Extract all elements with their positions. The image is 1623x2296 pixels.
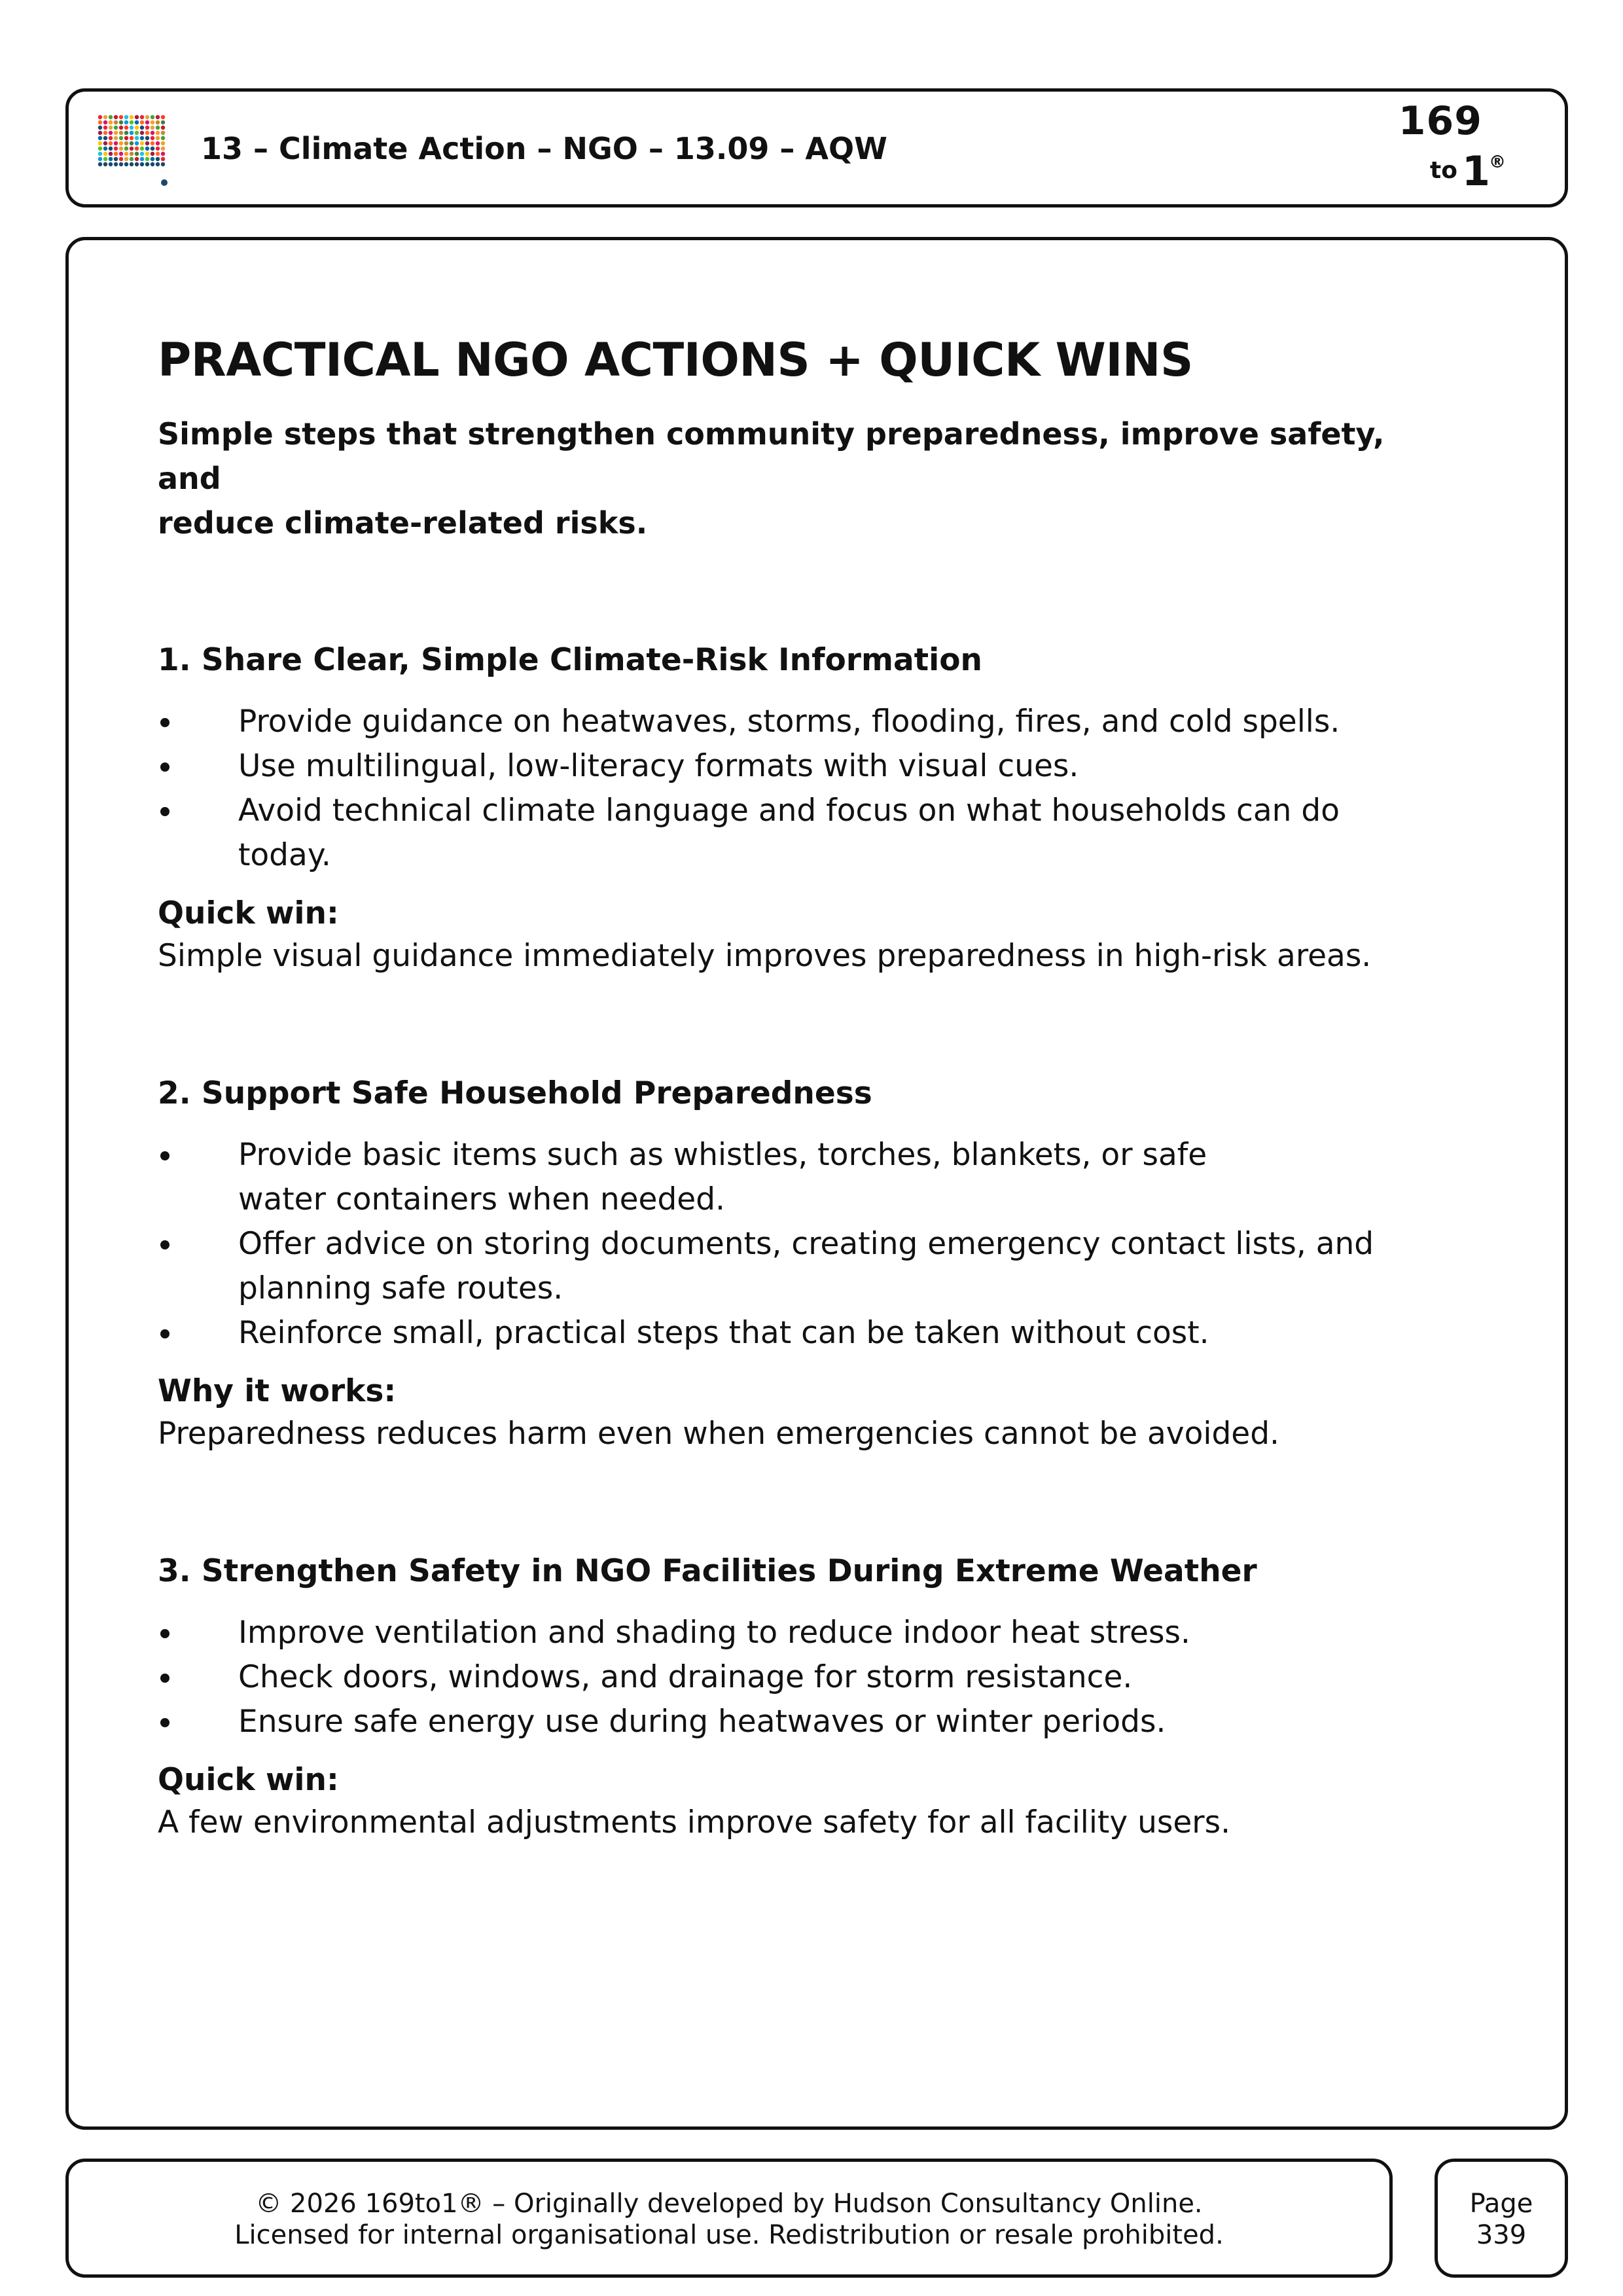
bullet-list: [158, 700, 1454, 878]
bullet-text: Check doors, windows, and drainage for storm resistance.: [238, 1659, 1133, 1695]
bullet-text: Reinforce small, practical steps that can be taken without cost.: [238, 1314, 1209, 1351]
bullet-text: Provide basic items such as whistles, torches, blankets, or safe water containers when needed.: [238, 1136, 1207, 1217]
page-subtitle: [158, 412, 1454, 545]
list-item: [158, 700, 1454, 744]
bullet-icon: [160, 762, 169, 772]
copyright-line: © 2026 169to1® – Originally developed by Hudson Consultancy Online.: [255, 2189, 1203, 2219]
quick-win-text: A few environmental adjustments improve safety for all facility users.: [158, 1804, 1231, 1840]
bullet-text: Avoid technical climate language and focus on what households can do today.: [238, 792, 1340, 873]
bullet-icon: [160, 1674, 169, 1683]
bullet-icon: [160, 807, 169, 816]
bullet-icon: [160, 718, 169, 727]
bullet-icon: [160, 1629, 169, 1638]
brand-number: 169: [1398, 98, 1482, 144]
brand-to: to: [1430, 157, 1457, 184]
bullet-text: Offer advice on storing documents, creating emergency contact lists, and planning safe routes.: [238, 1225, 1374, 1306]
subtitle-line-2: reduce climate-related risks.: [158, 505, 648, 541]
bullet-list: [158, 1133, 1454, 1355]
list-item: [158, 1311, 1454, 1355]
page-number-box: [1435, 2159, 1568, 2278]
content-panel: [65, 237, 1568, 2130]
color-dot-grid-logo-icon: [96, 113, 169, 187]
why-it-works-text: Preparedness reduces harm even when emergencies cannot be avoided.: [158, 1415, 1279, 1452]
list-item: [158, 1222, 1454, 1311]
list-item: [158, 1700, 1454, 1744]
bullet-icon: [160, 1240, 169, 1249]
bullet-icon: [160, 1329, 169, 1338]
quick-win-label: Quick win:: [158, 1761, 339, 1798]
why-it-works-label: Why it works:: [158, 1372, 397, 1409]
content-body: [158, 332, 1454, 1845]
bullet-icon: [160, 1151, 169, 1160]
bullet-list: [158, 1611, 1454, 1744]
brand-one: 1: [1461, 147, 1490, 195]
license-line: Licensed for internal organisational use. Redistribution or resale prohibited.: [234, 2220, 1224, 2250]
brand-registered-mark: ®: [1489, 152, 1506, 172]
list-item: [158, 744, 1454, 789]
section-heading: 3. Strengthen Safety in NGO Facilities During Extreme Weather: [158, 1552, 1257, 1589]
section-1: [158, 638, 1454, 978]
list-item: [158, 1133, 1454, 1222]
footer-copyright-box: [65, 2159, 1393, 2278]
document-reference-title: 13 – Climate Action – NGO – 13.09 – AQW: [201, 131, 887, 166]
section-heading: 1. Share Clear, Simple Climate-Risk Information: [158, 641, 983, 678]
list-item: [158, 1655, 1454, 1700]
quick-win-label: Quick win:: [158, 895, 339, 931]
list-item: [158, 789, 1454, 878]
bullet-text: Improve ventilation and shading to reduce indoor heat stress.: [238, 1614, 1190, 1651]
bullet-icon: [160, 1718, 169, 1727]
section-heading: 2. Support Safe Household Preparedness: [158, 1075, 872, 1111]
page-number: 339: [1476, 2220, 1527, 2250]
list-item: [158, 1611, 1454, 1655]
header-bar: [65, 88, 1568, 207]
page-title: PRACTICAL NGO ACTIONS + QUICK WINS: [158, 333, 1193, 387]
bullet-text: Ensure safe energy use during heatwaves or winter periods.: [238, 1703, 1166, 1740]
page-label: Page: [1469, 2189, 1533, 2219]
bullet-text: Provide guidance on heatwaves, storms, flooding, fires, and cold spells.: [238, 703, 1340, 740]
subtitle-line-1: Simple steps that strengthen community preparedness, improve safety, and: [158, 416, 1385, 496]
quick-win-text: Simple visual guidance immediately improves preparedness in high-risk areas.: [158, 937, 1372, 974]
section-3: [158, 1549, 1454, 1845]
bullet-text: Use multilingual, low-literacy formats with visual cues.: [238, 747, 1079, 784]
section-2: [158, 1071, 1454, 1456]
